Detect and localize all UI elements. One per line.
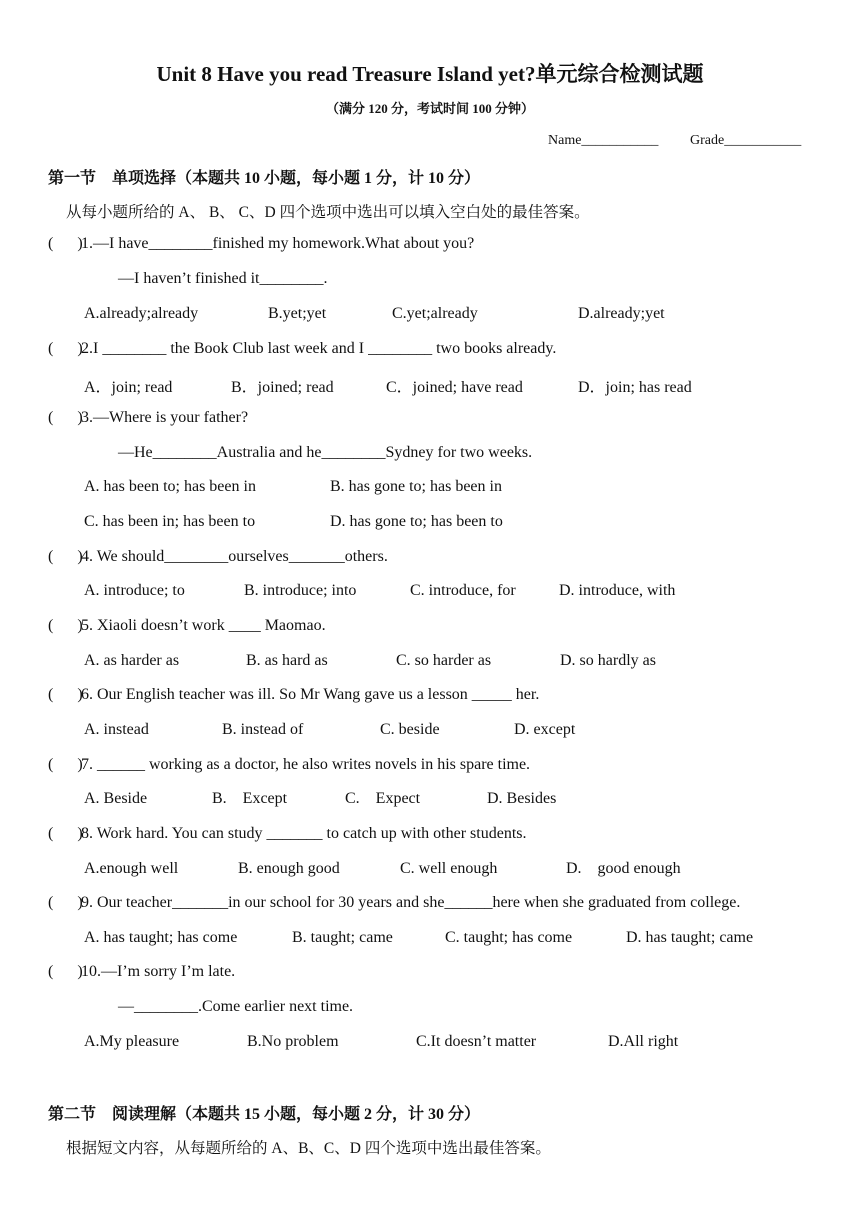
q5-option-b: B. as hard as bbox=[246, 652, 328, 669]
question-6: 6. Our English teacher was ill. So Mr Wang gave us a lesson _____ her. bbox=[81, 686, 540, 703]
section1-heading: 第一节 单项选择（本题共 10 小题，每小题 1 分，计 10 分） bbox=[48, 170, 481, 187]
q3-option-a: A. has been to; has been in bbox=[84, 478, 256, 495]
q7-option-c: C. Expect bbox=[345, 790, 421, 807]
answer-blank: ( ) bbox=[48, 617, 83, 634]
answer-blank: ( ) bbox=[48, 548, 83, 565]
q1-option-d: D.already;yet bbox=[578, 305, 665, 322]
q3-option-d: D. has gone to; has been to bbox=[330, 513, 503, 530]
question-5: 5. Xiaoli doesn’t work ____ Maomao. bbox=[81, 617, 326, 634]
q10-option-a: A.My pleasure bbox=[84, 1033, 180, 1050]
q6-option-d: D. except bbox=[514, 721, 576, 738]
q5-option-a: A. as harder as bbox=[84, 652, 180, 669]
q6-option-b: B. instead of bbox=[222, 721, 304, 738]
page-title: Unit 8 Have you read Treasure Island yet?单元综合检测试题 bbox=[156, 62, 704, 86]
name-field-label: Name___________ bbox=[548, 133, 659, 148]
q9-option-b: B. taught; came bbox=[292, 929, 393, 946]
q1-option-c: C.yet;already bbox=[392, 305, 478, 322]
q5-option-c: C. so harder as bbox=[396, 652, 492, 669]
q10-option-c: C.It doesn’t matter bbox=[416, 1033, 537, 1050]
q4-option-c: C. introduce, for bbox=[410, 582, 516, 599]
q10-option-b: B.No problem bbox=[247, 1033, 339, 1050]
question-10: 10.—I’m sorry I’m late. bbox=[81, 963, 236, 980]
q8-option-d: D. good enough bbox=[566, 860, 681, 877]
q8-option-c: C. well enough bbox=[400, 860, 498, 877]
answer-blank: ( ) bbox=[48, 686, 83, 703]
q3-option-b: B. has gone to; has been in bbox=[330, 478, 502, 495]
answer-blank: ( ) bbox=[48, 409, 83, 426]
q5-option-d: D. so hardly as bbox=[560, 652, 656, 669]
q7-option-a: A. Beside bbox=[84, 790, 148, 807]
answer-blank: ( ) bbox=[48, 963, 83, 980]
answer-blank: ( ) bbox=[48, 894, 83, 911]
q2-option-c: C．joined; have read bbox=[386, 379, 523, 396]
answer-blank: ( ) bbox=[48, 340, 83, 357]
question-4: 4. We should________ourselves_______others. bbox=[81, 548, 388, 565]
q2-option-b: B．joined; read bbox=[231, 379, 334, 396]
q1-option-a: A.already;already bbox=[84, 305, 199, 322]
q6-option-c: C. beside bbox=[380, 721, 440, 738]
q3-option-c: C. has been in; has been to bbox=[84, 513, 256, 530]
answer-blank: ( ) bbox=[48, 756, 83, 773]
question-2: 2.I ________ the Book Club last week and I ________ two books already. bbox=[81, 340, 557, 357]
q9-option-d: D. has taught; came bbox=[626, 929, 754, 946]
question-1: 1.—I have________finished my homework.What about you? bbox=[81, 235, 475, 252]
q8-option-b: B. enough good bbox=[238, 860, 340, 877]
question-8: 8. Work hard. You can study _______ to catch up with other students. bbox=[81, 825, 527, 842]
section2-instruction: 根据短文内容，从每题所给的 A、B、C、D 四个选项中选出最佳答案。 bbox=[66, 1140, 551, 1157]
question-10-sub: —________.Come earlier next time. bbox=[118, 998, 354, 1015]
q7-option-b: B. Except bbox=[212, 790, 288, 807]
q8-option-a: A.enough well bbox=[84, 860, 179, 877]
question-9: 9. Our teacher_______in our school for 30 years and she______here when she graduated from college. bbox=[81, 894, 741, 911]
section2-heading: 第二节 阅读理解（本题共 15 小题，每小题 2 分，计 30 分） bbox=[48, 1106, 481, 1123]
q7-option-d: D. Besides bbox=[487, 790, 557, 807]
section1-instruction: 从每小题所给的 A、 B、 C、D 四个选项中选出可以填入空白处的最佳答案。 bbox=[66, 204, 590, 221]
q9-option-c: C. taught; has come bbox=[445, 929, 573, 946]
q10-option-d: D.All right bbox=[608, 1033, 679, 1050]
q2-option-d: D．join; has read bbox=[578, 379, 692, 396]
question-1-sub: —I haven’t finished it________. bbox=[118, 270, 328, 287]
q4-option-b: B. introduce; into bbox=[244, 582, 357, 599]
answer-blank: ( ) bbox=[48, 235, 83, 252]
question-7: 7. ______ working as a doctor, he also writes novels in his spare time. bbox=[81, 756, 531, 773]
q6-option-a: A. instead bbox=[84, 721, 149, 738]
question-3-sub: —He________Australia and he________Sydney for two weeks. bbox=[118, 444, 533, 461]
page-subtitle: （满分 120 分，考试时间 100 分钟） bbox=[325, 101, 534, 116]
answer-blank: ( ) bbox=[48, 825, 83, 842]
grade-field-label: Grade___________ bbox=[690, 133, 802, 148]
q4-option-a: A. introduce; to bbox=[84, 582, 185, 599]
q9-option-a: A. has taught; has come bbox=[84, 929, 238, 946]
q4-option-d: D. introduce, with bbox=[559, 582, 676, 599]
question-3: 3.—Where is your father? bbox=[81, 409, 249, 426]
q1-option-b: B.yet;yet bbox=[268, 305, 327, 322]
q2-option-a: A．join; read bbox=[84, 379, 173, 396]
